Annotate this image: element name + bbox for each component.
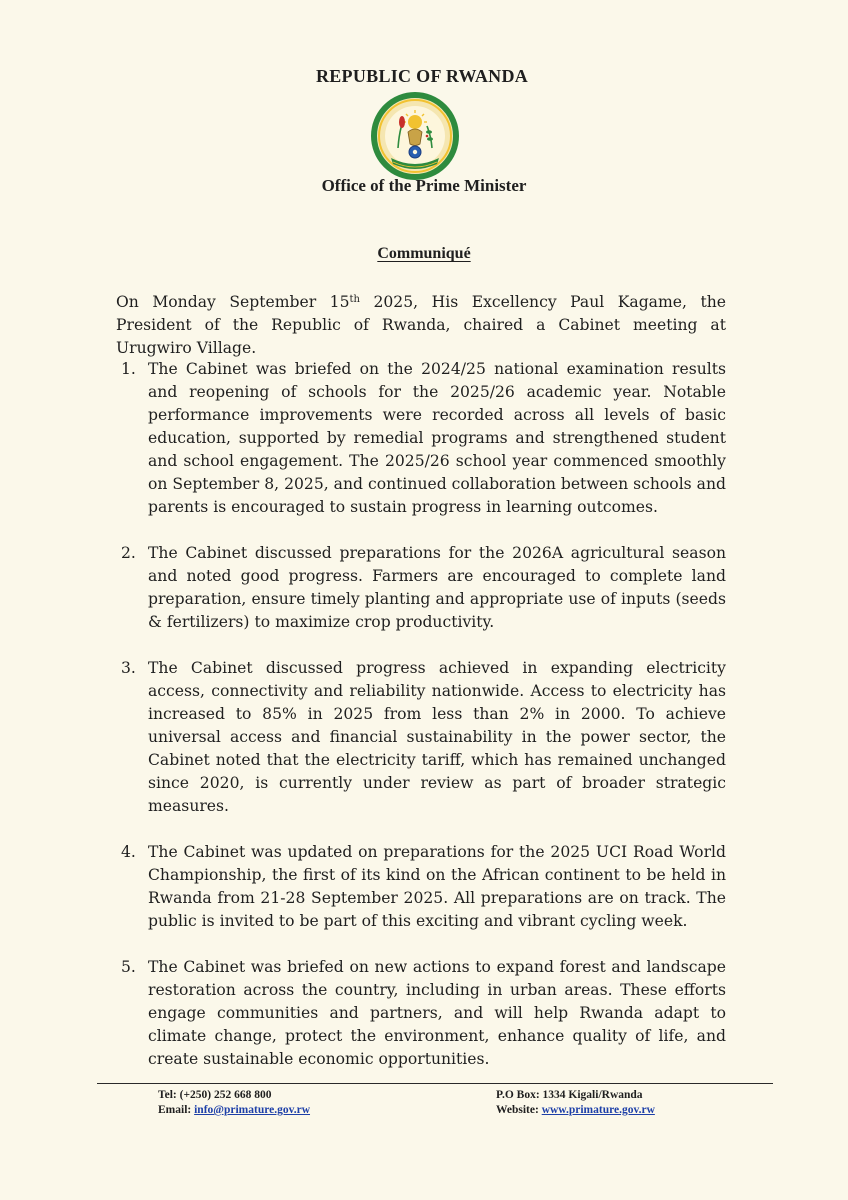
email-link[interactable]: info@primature.gov.rw	[194, 1104, 311, 1116]
country-heading: REPUBLIC OF RWANDA	[315, 66, 529, 86]
website-link[interactable]: www.primature.gov.rw	[541, 1104, 655, 1116]
agenda-item-text: The Cabinet was briefed on the 2024/25 national examination results and reopening of schools for the 2025/26 academic year. Notable performance improvements were recorded across all levels of basic education, supported by remedial programs and strengthened student and school engagement. The 2025/26 school year commenced smoothly on September 8, 2025, and continued collaboration between schools and parents is encouraged to sustain progress in learning outcomes.	[148, 360, 726, 516]
agenda-item-number: 3.	[121, 659, 136, 677]
tel-label: Tel:	[158, 1089, 177, 1101]
agenda-item-text: The Cabinet discussed progress achieved in expanding electricity access, connectivity and reliability nationwide. Access to electricity has increased to 85% in 2025 from less than 2% in 2000. To achieve universal access and financial sustainability in the power sector, the Cabinet noted that the electricity tariff, which has remained unchanged since 2020, is currently under review as part of broader strategic measures.	[148, 659, 726, 815]
agenda-item-number: 1.	[121, 360, 136, 378]
office-heading: Office of the Prime Minister	[321, 176, 527, 195]
intro-text-end: 2025, His Excellency Paul Kagame, the President of the Republic of Rwanda, chaired a Cabinet meeting at Urugwiro Village.	[116, 293, 726, 357]
agenda-item	[121, 956, 726, 1071]
footer-website	[496, 1103, 655, 1118]
pobox-value: 1334 Kigali/Rwanda	[542, 1089, 643, 1101]
footer-contact-left	[158, 1088, 310, 1118]
agenda-item	[121, 657, 726, 818]
intro-ordinal-suffix: th	[349, 294, 360, 305]
agenda-item-text: The Cabinet was briefed on new actions to expand forest and landscape restoration across the country, including in urban areas. These efforts engage communities and partners, and will help Rwanda adapt to climate change, protect the environment, enhance quality of life, and create sustainable economic opportunities.	[148, 958, 726, 1068]
agenda-item-number: 2.	[121, 544, 136, 562]
website-label: Website:	[496, 1104, 539, 1116]
email-label: Email:	[158, 1104, 192, 1116]
intro-text-start: On Monday September 15	[116, 293, 350, 311]
agenda-item	[121, 841, 726, 933]
agenda-item-text: The Cabinet discussed preparations for the 2026A agricultural season and noted good progress. Farmers are encouraged to complete land preparation, ensure timely planting and appropriate use of inputs (seeds & fertilizers) to maximize crop productivity.	[148, 544, 726, 631]
tel-value: (+250) 252 668 800	[179, 1089, 272, 1101]
seal-graphic	[371, 92, 459, 180]
agenda-item-text: The Cabinet was updated on preparations for the 2025 UCI Road World Championship, the first of its kind on the African continent to be held in Rwanda from 21-28 September 2025. All preparations are on track. The public is invited to be part of this exciting and vibrant cycling week.	[148, 843, 726, 930]
footer-pobox	[496, 1088, 655, 1103]
footer-tel	[158, 1088, 310, 1103]
intro-paragraph	[116, 291, 726, 360]
footer-contact-right	[496, 1088, 655, 1118]
agenda-list	[121, 358, 726, 1094]
agenda-item-number: 4.	[121, 843, 136, 861]
document-title: Communiqué	[377, 245, 471, 262]
agenda-item-number: 5.	[121, 958, 136, 976]
footer-email	[158, 1103, 310, 1118]
agenda-item	[121, 358, 726, 519]
agenda-item	[121, 542, 726, 634]
footer-divider	[97, 1083, 773, 1084]
national-seal-icon	[371, 92, 459, 180]
pobox-label: P.O Box:	[496, 1089, 540, 1101]
